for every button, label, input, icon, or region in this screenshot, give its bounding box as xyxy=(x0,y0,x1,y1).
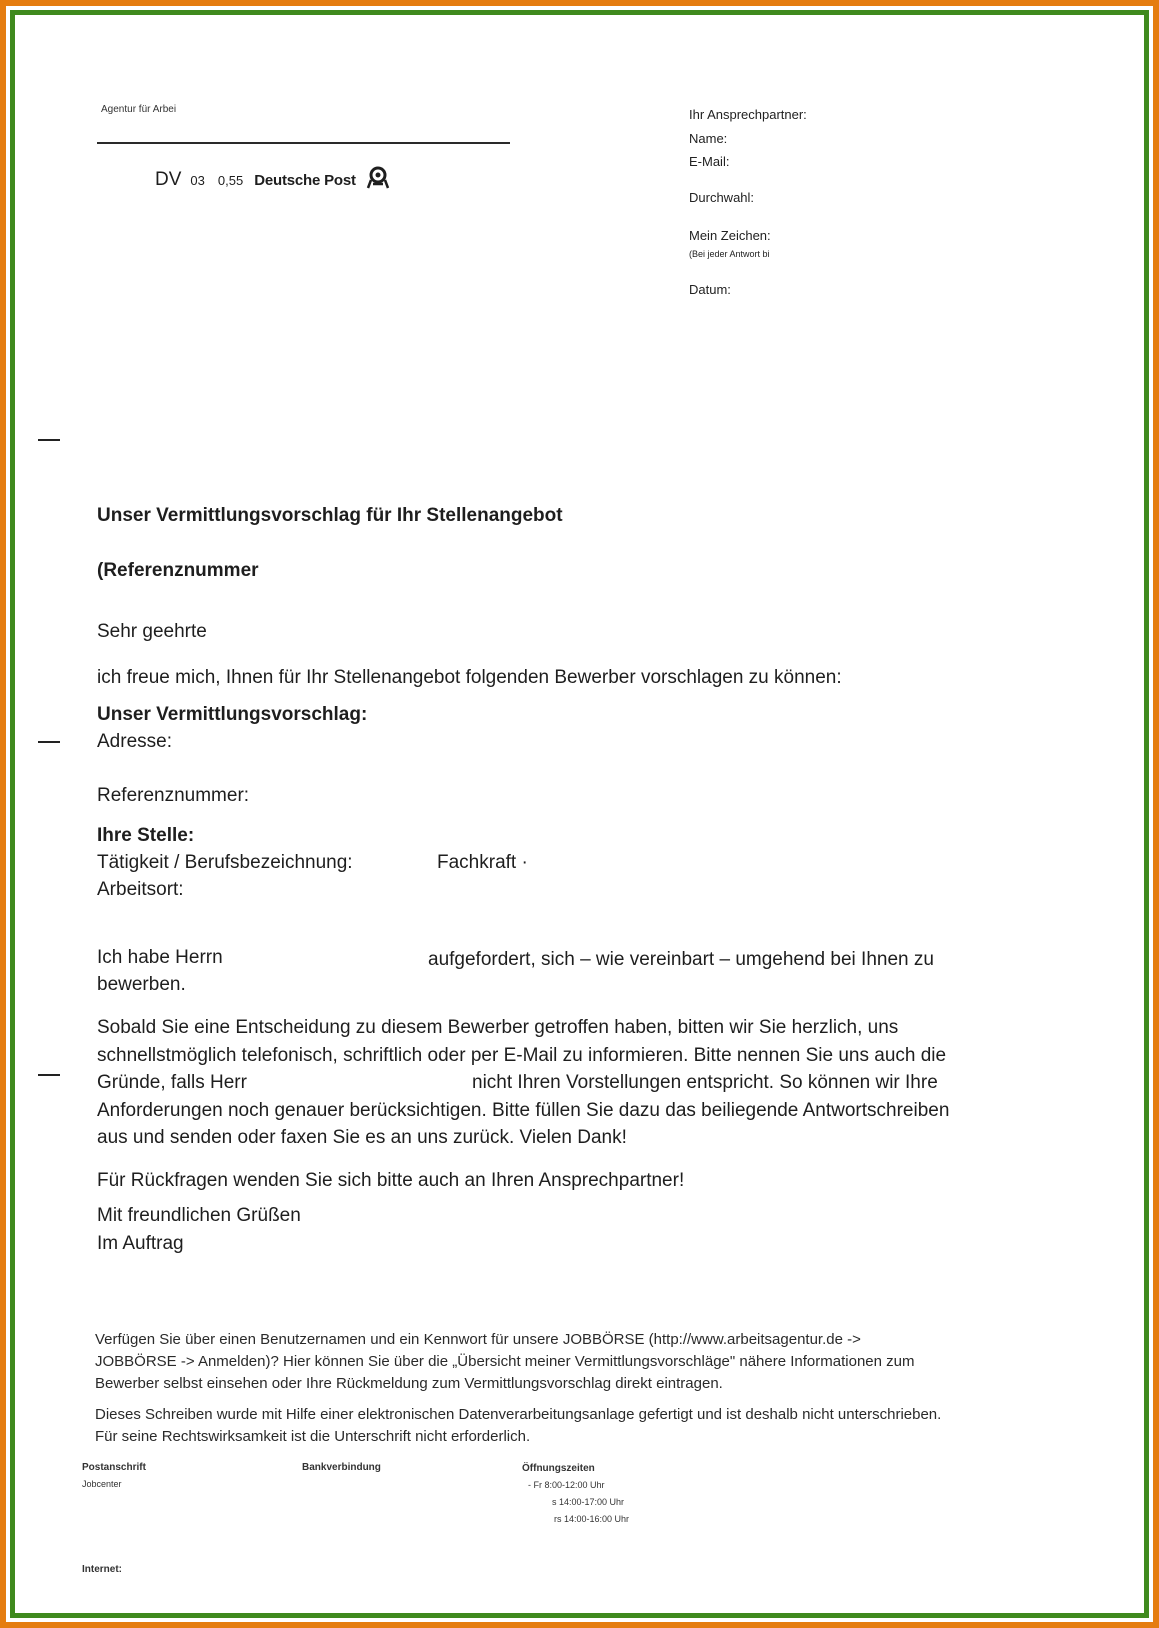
fold-mark xyxy=(38,741,60,743)
footer-hours-label: Öffnungszeiten xyxy=(522,1463,595,1474)
note-1-line-1: Verfügen Sie über einen Benutzernamen und ein Kennwort für unsere JOBBÖRSE (http://www.arbeitsagentur.de -> xyxy=(95,1331,861,1348)
intro-text: ich freue mich, Ihnen für Ihr Stellenangebot folgenden Bewerber vorschlagen zu können: xyxy=(97,667,842,688)
contact-person-label: Ihr Ansprechpartner: xyxy=(689,107,807,122)
paragraph-2-line-3b: nicht Ihren Vorstellungen entspricht. So können wir Ihre xyxy=(472,1072,938,1093)
postage-dv: DV xyxy=(155,169,182,190)
note-2-line-2: Für seine Rechtswirksamkeit ist die Unterschrift nicht erforderlich. xyxy=(95,1428,531,1445)
paragraph-2-line-5: aus und senden oder faxen Sie es an uns zurück. Vielen Dank! xyxy=(97,1127,627,1148)
reference-label: Referenznummer: xyxy=(97,785,250,806)
letter-subject: Unser Vermittlungsvorschlag für Ihr Stellenangebot xyxy=(97,505,563,526)
address-label: Adresse: xyxy=(97,731,172,752)
closing-on-behalf: Im Auftrag xyxy=(97,1233,184,1254)
note-2-line-1: Dieses Schreiben wurde mit Hilfe einer elektronischen Datenverarbeitungsanlage gefertigt und ist deshalb nicht unterschrieben. xyxy=(95,1406,942,1423)
contact-reference-hint: (Bei jeder Antwort bi xyxy=(689,249,770,259)
job-label: Tätigkeit / Berufsbezeichnung: xyxy=(97,852,353,873)
paragraph-2-line-2: schnellstmöglich telefonisch, schriftlich oder per E-Mail zu informieren. Bitte nennen Sie uns auch die xyxy=(97,1045,947,1066)
footer-internet-label: Internet: xyxy=(82,1564,122,1575)
footer-bank-label: Bankverbindung xyxy=(302,1462,381,1473)
footer-postal-value: Jobcenter xyxy=(82,1479,122,1489)
closing-greeting: Mit freundlichen Grüßen xyxy=(97,1205,301,1226)
paragraph-3: Für Rückfragen wenden Sie sich bitte auch an Ihren Ansprechpartner! xyxy=(97,1170,685,1191)
paragraph-2-line-3a: Gründe, falls Herr xyxy=(97,1072,247,1093)
postage-stamp xyxy=(155,166,391,191)
paragraph-1-line-1b: aufgefordert, sich – wie vereinbart – umgehend bei Ihnen zu xyxy=(428,949,934,970)
sender-divider xyxy=(97,142,510,144)
paragraph-1-line-1a: Ich habe Herrn xyxy=(97,947,223,968)
postage-amount: 0,55 xyxy=(217,173,244,188)
post-horn-icon xyxy=(361,169,391,189)
footer-hours-line: s 14:00-17:00 Uhr xyxy=(552,1497,625,1507)
paragraph-2-line-4: Anforderungen noch genauer berücksichtigen. Bitte füllen Sie dazu das beiliegende Antwortschreiben xyxy=(97,1100,950,1121)
note-1-line-3: Bewerber selbst einsehen oder Ihre Rückmeldung zum Vermittlungsvorschlag direkt eintragen. xyxy=(95,1375,723,1392)
paragraph-1-line-2: bewerben. xyxy=(97,974,186,995)
postage-number: 03 xyxy=(190,173,205,188)
reference-heading: (Referenznummer xyxy=(97,560,259,581)
salutation: Sehr geehrte xyxy=(97,621,207,642)
sender-line: Agentur für Arbei xyxy=(101,104,177,115)
postage-brand: Deutsche Post xyxy=(254,172,356,189)
footer-hours-line: - Fr 8:00-12:00 Uhr xyxy=(528,1480,605,1490)
fold-mark xyxy=(38,1074,60,1076)
contact-email-label: E-Mail: xyxy=(689,154,730,169)
paragraph-2-line-1: Sobald Sie eine Entscheidung zu diesem Bewerber getroffen haben, bitten wir Sie herzlich, uns xyxy=(97,1017,899,1038)
contact-phone-label: Durchwahl: xyxy=(689,190,755,205)
location-label: Arbeitsort: xyxy=(97,879,184,900)
footer-hours-line: rs 14:00-16:00 Uhr xyxy=(554,1514,630,1524)
contact-date-label: Datum: xyxy=(689,282,731,297)
job-value: Fachkraft · xyxy=(437,852,528,873)
note-1-line-2: JOBBÖRSE -> Anmelden)? Hier können Sie über die „Übersicht meiner Vermittlungsvorschläge" nähere Informationen zum xyxy=(95,1353,915,1370)
contact-reference-label: Mein Zeichen: xyxy=(689,228,771,243)
proposal-heading: Unser Vermittlungsvorschlag: xyxy=(97,704,368,725)
footer-postal-label: Postanschrift xyxy=(82,1462,146,1473)
position-heading: Ihre Stelle: xyxy=(97,825,195,846)
contact-name-label: Name: xyxy=(689,131,728,146)
fold-mark xyxy=(38,439,60,441)
